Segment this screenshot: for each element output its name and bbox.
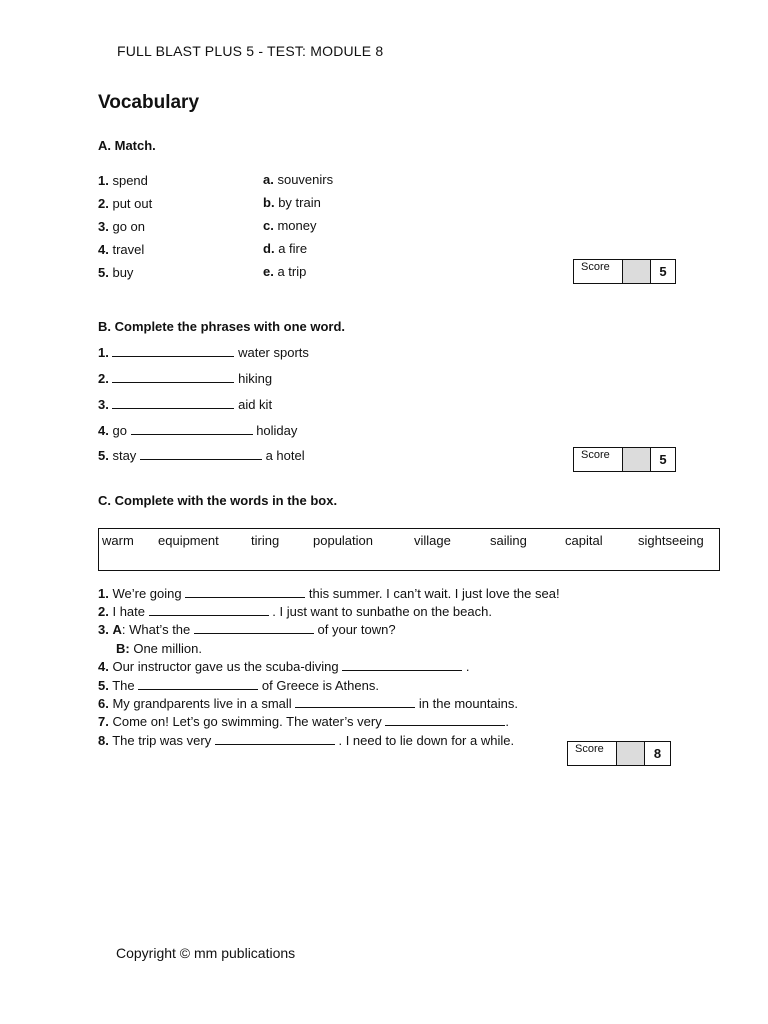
phrase-item: 3. aid kit [98,397,273,412]
phrase-item: 4. go holiday [98,423,298,438]
answer-blank[interactable] [112,372,234,383]
match-left-item: 3. go on [98,219,146,234]
phrase-item: 5. stay a hotel [98,448,305,463]
word-box-word: sightseeing [638,533,704,548]
section-b-title: B. Complete the phrases with one word. [98,319,346,334]
answer-blank[interactable] [185,587,305,598]
sentence-item: 7. Come on! Let’s go swimming. The water’s very . [98,714,509,729]
score-total: 5 [659,452,667,467]
answer-blank[interactable] [215,734,335,745]
answer-blank[interactable] [140,449,262,460]
word-box-word: village [414,533,451,548]
answer-blank[interactable] [295,697,415,708]
score-label: Score [581,261,610,273]
word-box-word: capital [565,533,603,548]
answer-blank[interactable] [342,660,462,671]
sentence-item: 2. I hate . I just want to sunbathe on the beach. [98,604,492,619]
score-box-c [567,741,671,766]
phrase-item: 1. water sports [98,345,309,360]
section-heading-vocabulary: Vocabulary [98,92,200,113]
score-label: Score [575,743,604,755]
word-box-word: tiring [251,533,280,548]
match-left-item: 1. spend [98,173,148,188]
match-right-item: a. souvenirs [263,172,334,187]
match-left-item: 4. travel [98,242,145,257]
score-label: Score [581,449,610,461]
answer-blank[interactable] [194,623,314,634]
word-box-word: sailing [490,533,527,548]
score-total: 8 [653,746,662,761]
sentence-item: 3. A: What’s the of your town? [98,622,396,637]
match-left-item: 5. buy [98,265,134,280]
sentence-item: 6. My grandparents live in a small in the mountains. [98,696,518,711]
answer-blank[interactable] [149,605,269,616]
match-right-item: d. a fire [263,241,308,256]
sentence-item: 4. Our instructor gave us the scuba-diving . [98,659,470,674]
score-total: 5 [659,264,667,279]
answer-blank[interactable] [138,679,258,690]
word-box-word: warm [102,533,134,548]
phrase-item: 2. hiking [98,371,273,386]
score-input-cell[interactable] [616,742,645,765]
score-input-cell[interactable] [622,260,651,283]
answer-blank[interactable] [131,424,253,435]
word-box-word: population [313,533,373,548]
section-c-title: C. Complete with the words in the box. [98,493,338,508]
score-box-b [573,447,676,472]
match-left-item: 2. put out [98,196,153,211]
match-right-item: b. by train [263,195,321,210]
answer-blank[interactable] [385,715,505,726]
copyright-notice: Copyright © mm publications [116,945,296,961]
section-a-title: A. Match. [98,138,156,153]
worksheet-header: FULL BLAST PLUS 5 - TEST: MODULE 8 [117,43,384,59]
sentence-item: 8. The trip was very . I need to lie down for a while. [98,733,515,748]
match-right-item: e. a trip [263,264,307,279]
word-box [98,528,720,571]
score-box-a [573,259,676,284]
sentence-item: 5. The of Greece is Athens. [98,678,379,693]
answer-blank[interactable] [112,346,234,357]
sentence-item: 1. We’re going this summer. I can’t wait. I just love the sea! [98,586,560,601]
word-box-word: equipment [158,533,219,548]
sentence-reply: B: One million. [116,641,202,656]
score-input-cell[interactable] [622,448,651,471]
match-right-item: c. money [263,218,317,233]
answer-blank[interactable] [112,398,234,409]
